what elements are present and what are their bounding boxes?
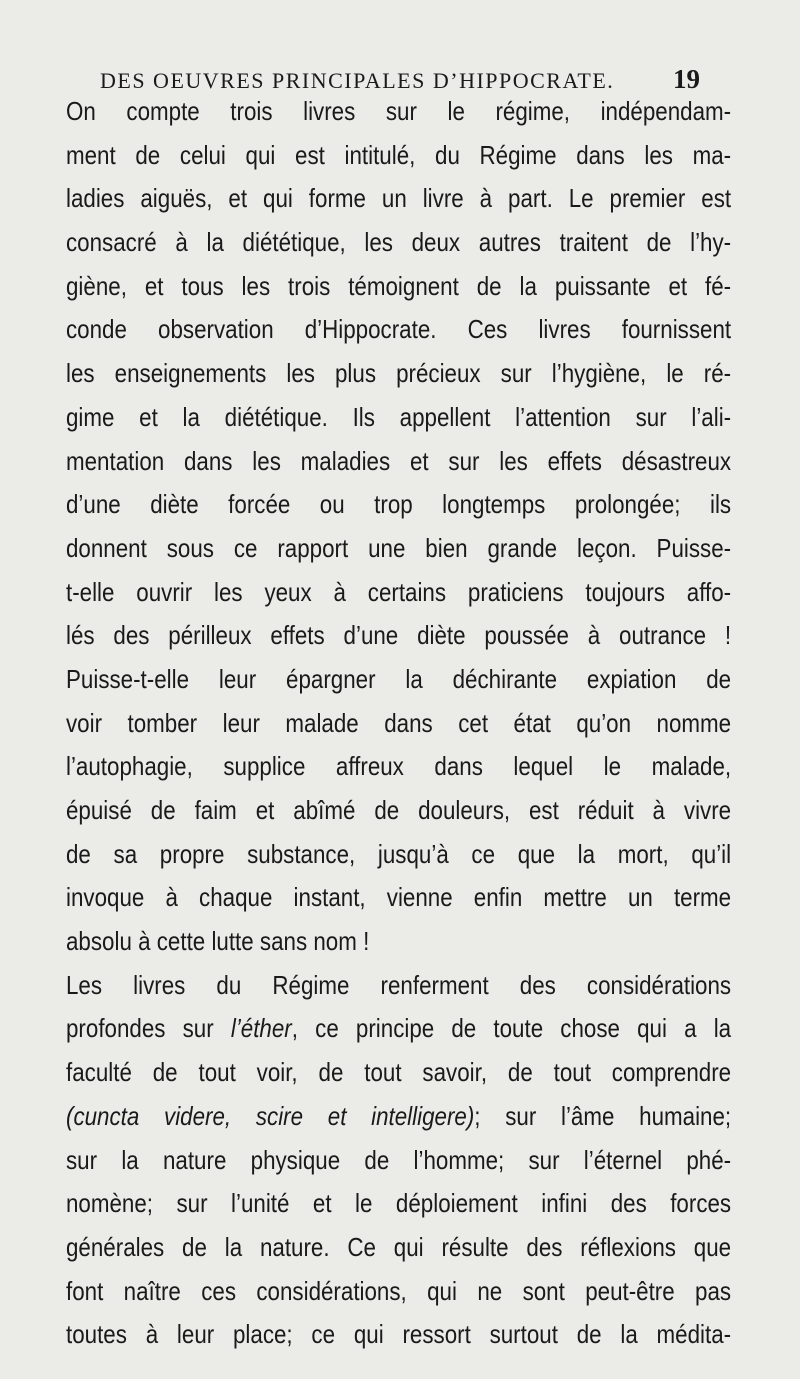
running-title: DES OEUVRES PRINCIPALES D’HIPPOCRATE.: [100, 68, 615, 93]
text-line: l’autophagie, supplice affreux dans lequel le malade,: [66, 751, 732, 782]
text-line: générales de la nature. Ce qui résulte des réflexions que: [66, 1231, 732, 1262]
text-line: [66, 1007, 731, 1051]
text-line: giène, et tous les trois témoignent de la puissante et fé-: [66, 270, 732, 301]
text-line: On compte trois livres sur le régime, indépendam-: [66, 96, 732, 126]
text-line: ment de celui qui est intitulé, du Régime dans les ma-: [66, 139, 732, 170]
text-line: donnent sous ce rapport une bien grande leçon. Puisse-: [66, 532, 732, 563]
text-line: t-elle ouvrir les yeux à certains praticiens toujours affo-: [66, 576, 732, 607]
text-line: voir tomber leur malade dans cet état qu’on nomme: [66, 707, 732, 738]
text-line: les enseignements les plus précieux sur l’hygiène, le ré-: [66, 358, 732, 389]
text-line: Puisse-t-elle leur épargner la déchirante expiation de: [66, 663, 732, 694]
text-line: [66, 1095, 731, 1139]
text-line: ladies aiguës, et qui forme un livre à part. Le premier est: [66, 183, 732, 214]
text-line: conde observation d’Hippocrate. Ces livres fournissent: [66, 314, 732, 345]
text-line: font naître ces considérations, qui ne sont peut-être pas: [66, 1275, 732, 1306]
text-line: consacré à la diététique, les deux autres traitent de l’hy-: [66, 227, 732, 258]
text-line: d’une diète forcée ou trop longtemps prolongée; ils: [66, 489, 732, 520]
text-line: invoque à chaque instant, vienne enfin mettre un terme: [66, 882, 732, 913]
text-line: gime et la diététique. Ils appellent l’attention sur l’ali-: [66, 401, 732, 432]
text-line: lés des périlleux effets d’une diète poussée à outrance !: [66, 620, 732, 651]
text-segment: ; sur l’âme humaine;: [474, 1100, 732, 1131]
text-line: mentation dans les maladies et sur les effets désastreux: [66, 445, 732, 476]
text-segment: profondes sur: [66, 1013, 214, 1044]
text-segment: , ce principe de toute chose qui a la: [291, 1013, 732, 1044]
text-line: nomène; sur l’unité et le déploiement infini des forces: [66, 1188, 732, 1219]
text-line: absolu à cette lutte sans nom !: [66, 926, 370, 957]
italic-latin-quote: (cuncta videre, scire et intelligere): [66, 1100, 475, 1131]
text-line: de sa propre substance, jusqu’à ce que la mort, qu’il: [66, 838, 732, 869]
page-number: 19: [673, 64, 700, 94]
text-line: Les livres du Régime renferment des considérations: [66, 969, 732, 1000]
text-line: faculté de tout voir, de tout savoir, de tout comprendre: [66, 1057, 732, 1088]
italic-term: l’éther: [230, 1013, 292, 1044]
text-line: épuisé de faim et abîmé de douleurs, est réduit à vivre: [66, 795, 732, 825]
text-line: sur la nature physique de l’homme; sur l’éternel phé-: [66, 1144, 732, 1175]
text-line: toutes à leur place; ce qui ressort surtout de la médita-: [66, 1319, 732, 1350]
body-text: [66, 90, 731, 1357]
